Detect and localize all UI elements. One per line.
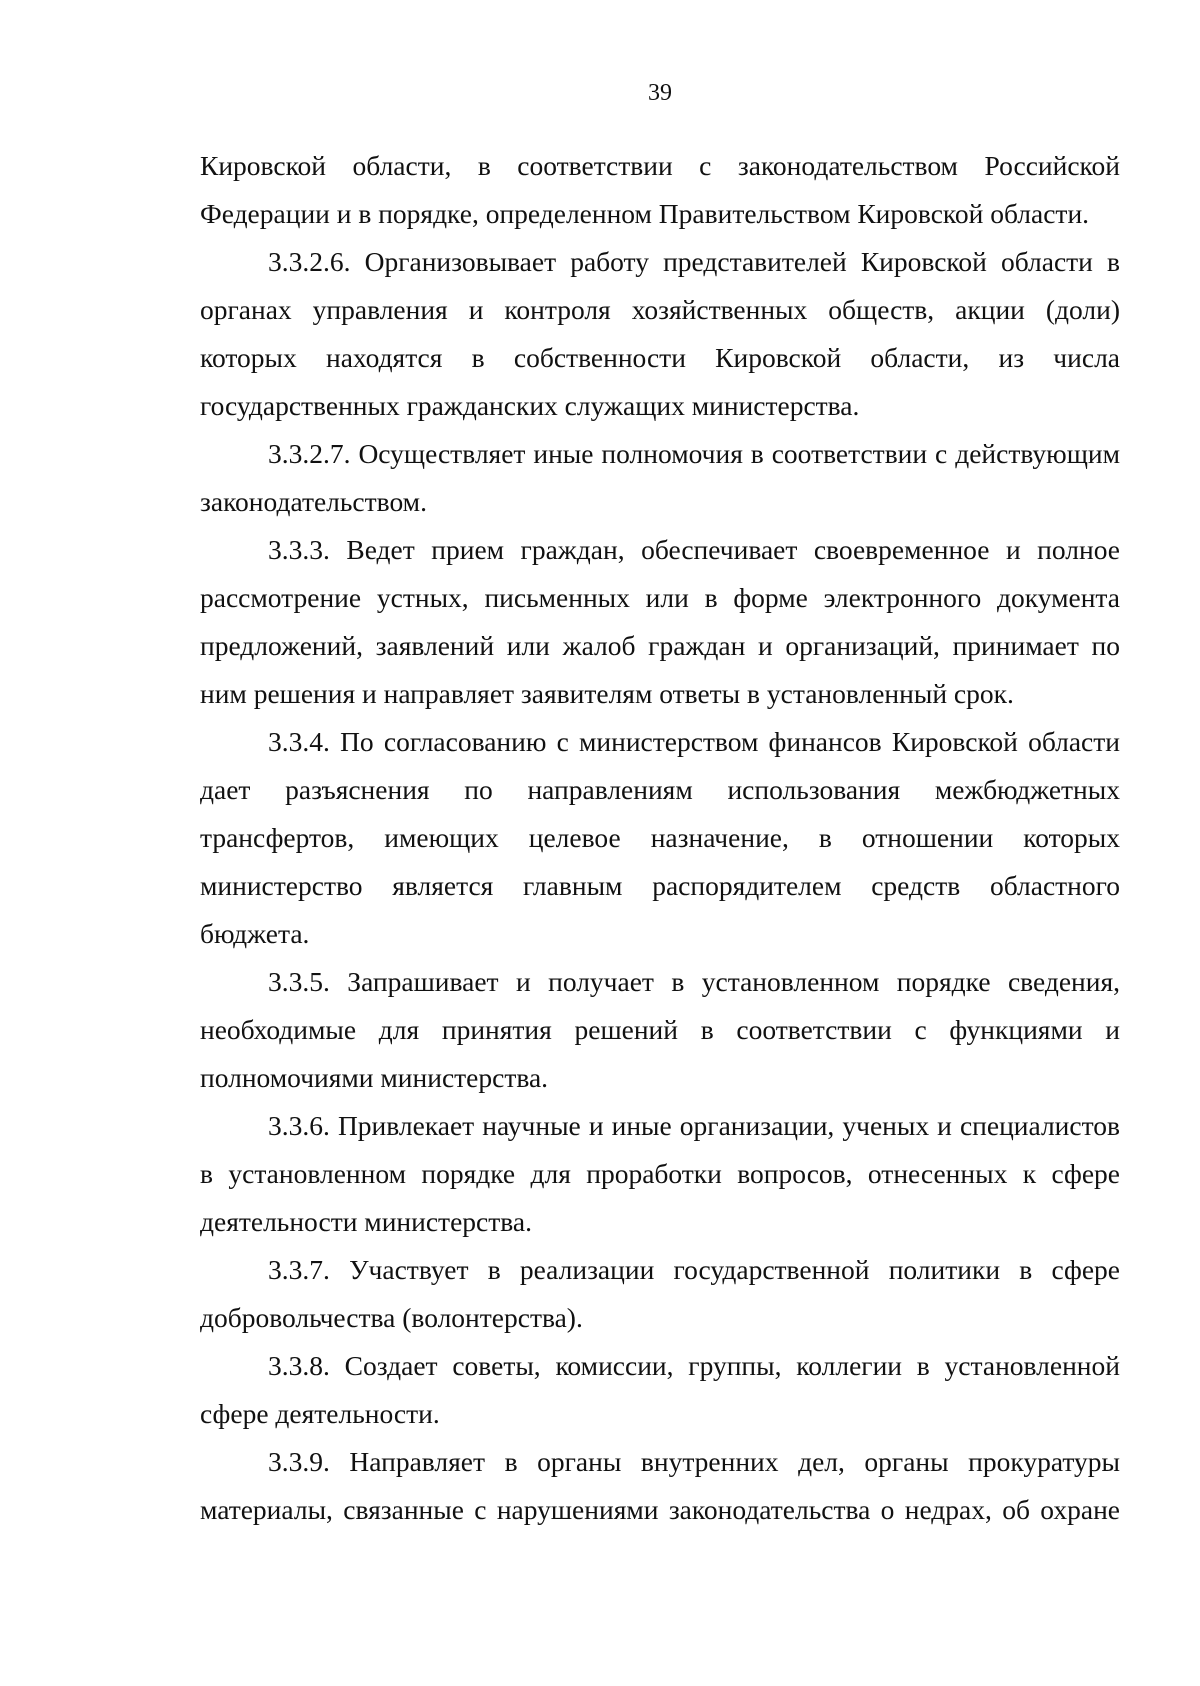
paragraph-3-3-3: 3.3.3. Ведет прием граждан, обеспечивает своевременное и полное рассмотрение устных, письменных или в форме электронного документа предложений, заявлений или жалоб граждан и организаций, принимает по ним решения и направляет заявителям ответы в установленный срок.: [200, 534, 1120, 709]
paragraph-3-3-9: 3.3.9. Направляет в органы внутренних дел, органы прокуратуры материалы, связанные с нарушениями законодательства о недрах, об охране: [200, 1446, 1120, 1525]
document-body: [200, 142, 1120, 1534]
paragraph-3-3-4: 3.3.4. По согласованию с министерством финансов Кировской области дает разъяснения по направлениям использования межбюджетных трансфертов, имеющих целевое назначение, в отношении которых министерство является главным распорядителем средств областного бюджета.: [200, 726, 1120, 949]
paragraph-3-3-2-6: 3.3.2.6. Организовывает работу представителей Кировской области в органах управления и контроля хозяйственных обществ, акции (доли) которых находятся в собственности Кировской области, из числа государственных гражданских служащих министерства.: [200, 246, 1120, 421]
paragraph-3-3-6: 3.3.6. Привлекает научные и иные организации, ученых и специалистов в установленном порядке для проработки вопросов, отнесенных к сфере деятельности министерства.: [200, 1110, 1120, 1237]
paragraph-3-3-8: 3.3.8. Создает советы, комиссии, группы, коллегии в установленной сфере деятельности.: [200, 1350, 1120, 1429]
paragraph-continuation: Кировской области, в соответствии с законодательством Российской Федерации и в порядке, определенном Правительством Кировской области.: [200, 150, 1120, 229]
page-number: 39: [648, 80, 672, 106]
paragraph-3-3-2-7: 3.3.2.7. Осуществляет иные полномочия в соответствии с действующим законодательством.: [200, 438, 1120, 517]
paragraph-3-3-5: 3.3.5. Запрашивает и получает в установленном порядке сведения, необходимые для принятия решений в соответствии с функциями и полномочиями министерства.: [200, 966, 1120, 1093]
paragraph-3-3-7: 3.3.7. Участвует в реализации государственной политики в сфере добровольчества (волонтерства).: [200, 1254, 1120, 1333]
